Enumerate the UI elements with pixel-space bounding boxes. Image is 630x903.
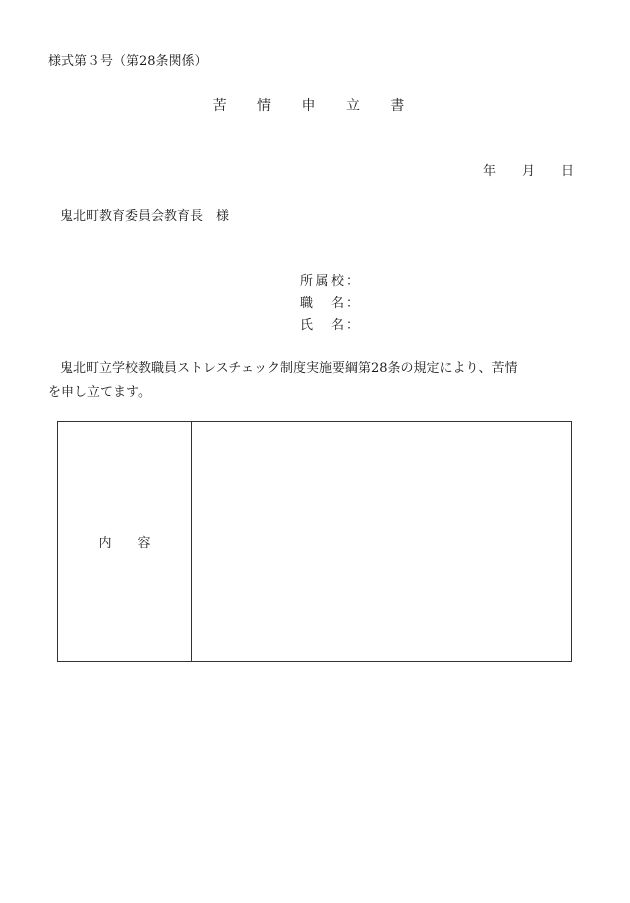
- statement-text: 鬼北町立学校教職員ストレスチェック制度実施要綱第28条の規定により、苦情を申し立てます。: [48, 361, 518, 400]
- name-colon: ：: [346, 318, 360, 333]
- addressee-honorific: 様: [216, 209, 230, 224]
- school-colon: ：: [346, 274, 360, 289]
- date-line: [483, 160, 574, 179]
- addressee-name: 鬼北町教育委員会教育長: [60, 209, 204, 224]
- position-label: 職名: [300, 296, 344, 311]
- content-table: [57, 421, 572, 662]
- school-row: [300, 270, 359, 289]
- document-title: 苦 情 申 立 書: [212, 98, 418, 114]
- school-label: 所属校: [300, 274, 344, 289]
- month-label: 月: [521, 164, 535, 179]
- position-colon: ：: [346, 296, 360, 311]
- content-label: 内容: [98, 536, 177, 551]
- form-number: 様式第３号（第28条関係）: [48, 54, 208, 69]
- name-row: [300, 314, 359, 333]
- addressee: [60, 205, 229, 224]
- year-label: 年: [482, 164, 496, 179]
- content-value-cell[interactable]: [192, 422, 571, 661]
- position-row: [300, 292, 359, 311]
- name-label: 氏名: [300, 318, 344, 333]
- content-label-cell: [58, 422, 192, 661]
- day-label: 日: [560, 164, 574, 179]
